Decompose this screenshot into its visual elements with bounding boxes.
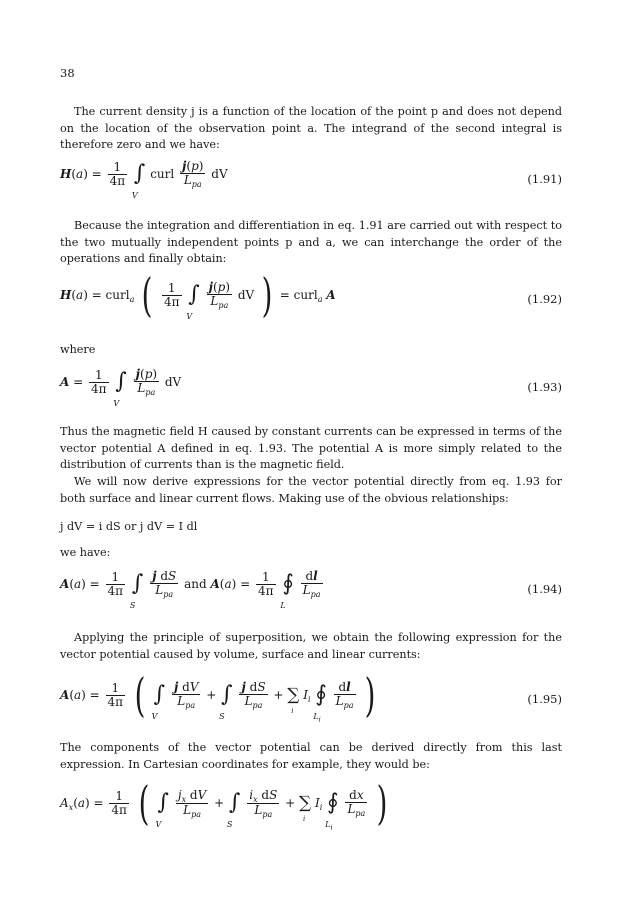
equation-cartesian <box>60 776 562 832</box>
equation-number: (1.95) <box>527 692 562 706</box>
where-label: where <box>60 343 96 356</box>
equation-number: (1.94) <box>527 582 562 596</box>
equation-number: (1.92) <box>527 292 562 306</box>
equation-1-92-body: H(a) = curl$_a$ ( $\frac{1}{4\pi}$ ∫ V $\frac{j(p)}{L_{pa}}$ dV ) = curl$_a$ A <box>60 268 336 322</box>
paragraph-current-density: The current density j is a function of the location of the point p and does not depend on the location of the observation point a. The integrand of the second integral is therefore zero and we have: <box>60 105 562 151</box>
equation-1-93 <box>60 367 562 408</box>
equation-1-92 <box>60 268 562 322</box>
paragraph-derive: We will now derive expressions for the vector potential directly from eq. 1.93 for both surface and linear current flows. Making use of the obvious relationships: <box>60 475 562 505</box>
we-have-label: we have: <box>60 546 111 559</box>
equation-1-95 <box>60 668 562 724</box>
paragraph-superposition: Applying the principle of superposition, we obtain the following expression for the vector potential caused by volume, surface and linear currents: <box>60 631 562 661</box>
equation-1-93-body: A = $\frac{1}{4\pi}$ ∫ V $\frac{j(p)}{L_{pa}}$ dV <box>60 367 182 408</box>
relations-line: j dV = i dS or j dV = I dl <box>60 520 198 533</box>
equation-1-91 <box>60 159 562 200</box>
equation-cartesian-body: $A_x(a)$ = $\frac{1}{4\pi}$ ( ∫ V $\frac{j_x dV}{L_{pa}}$ + ∫ S $\frac{i_x dS}{L_{pa}}$ + ∑ i $I_i$ ∮ $L_i$ $\frac{dx}{L_{pa}}$ ) <box>60 776 388 832</box>
equation-1-95-body: A(a) = $\frac{1}{4\pi}$ ( ∫ V $\frac{\text{j dV}}{L_{pa}}$ + ∫ S $\frac{\text{j dS}}{L_{pa}}$ + ∑ i $I_i$ ∮ $L_i$ $\frac{dl}{L_{pa}}$ ) <box>60 668 376 724</box>
page-number: 38 <box>60 66 75 80</box>
equation-1-91-body: H(a) = $\frac{1}{4\pi}$ ∫ V curl $\frac{j(p)}{L_{pa}}$ dV <box>60 159 228 200</box>
paragraph-components: The components of the vector potential can be derived directly from this last expression. In Cartesian coordinates for example, they would be: <box>60 741 562 771</box>
equation-number: (1.91) <box>527 172 562 186</box>
equation-1-94-body: A(a) = $\frac{1}{4\pi}$ ∫ S $\frac{\text{j dS}}{L_{pa}}$ and A(a) = $\frac{1}{4\pi}$ ∮ L $\frac{dl}{L_{pa}}$ <box>60 569 321 610</box>
equation-number: (1.93) <box>527 380 562 394</box>
paragraph-magnetic-field: Thus the magnetic field H caused by constant currents can be expressed in terms of the vector potential A defined in eq. 1.93. The potential A is more simply related to the distribution of currents than is the magnetic field. <box>60 425 562 471</box>
paragraph-interchange: Because the integration and differentiation in eq. 1.91 are carried out with respect to the two mutually independent points p and a, we can interchange the order of the operations and finally obtain: <box>60 219 562 265</box>
equation-1-94 <box>60 569 562 610</box>
